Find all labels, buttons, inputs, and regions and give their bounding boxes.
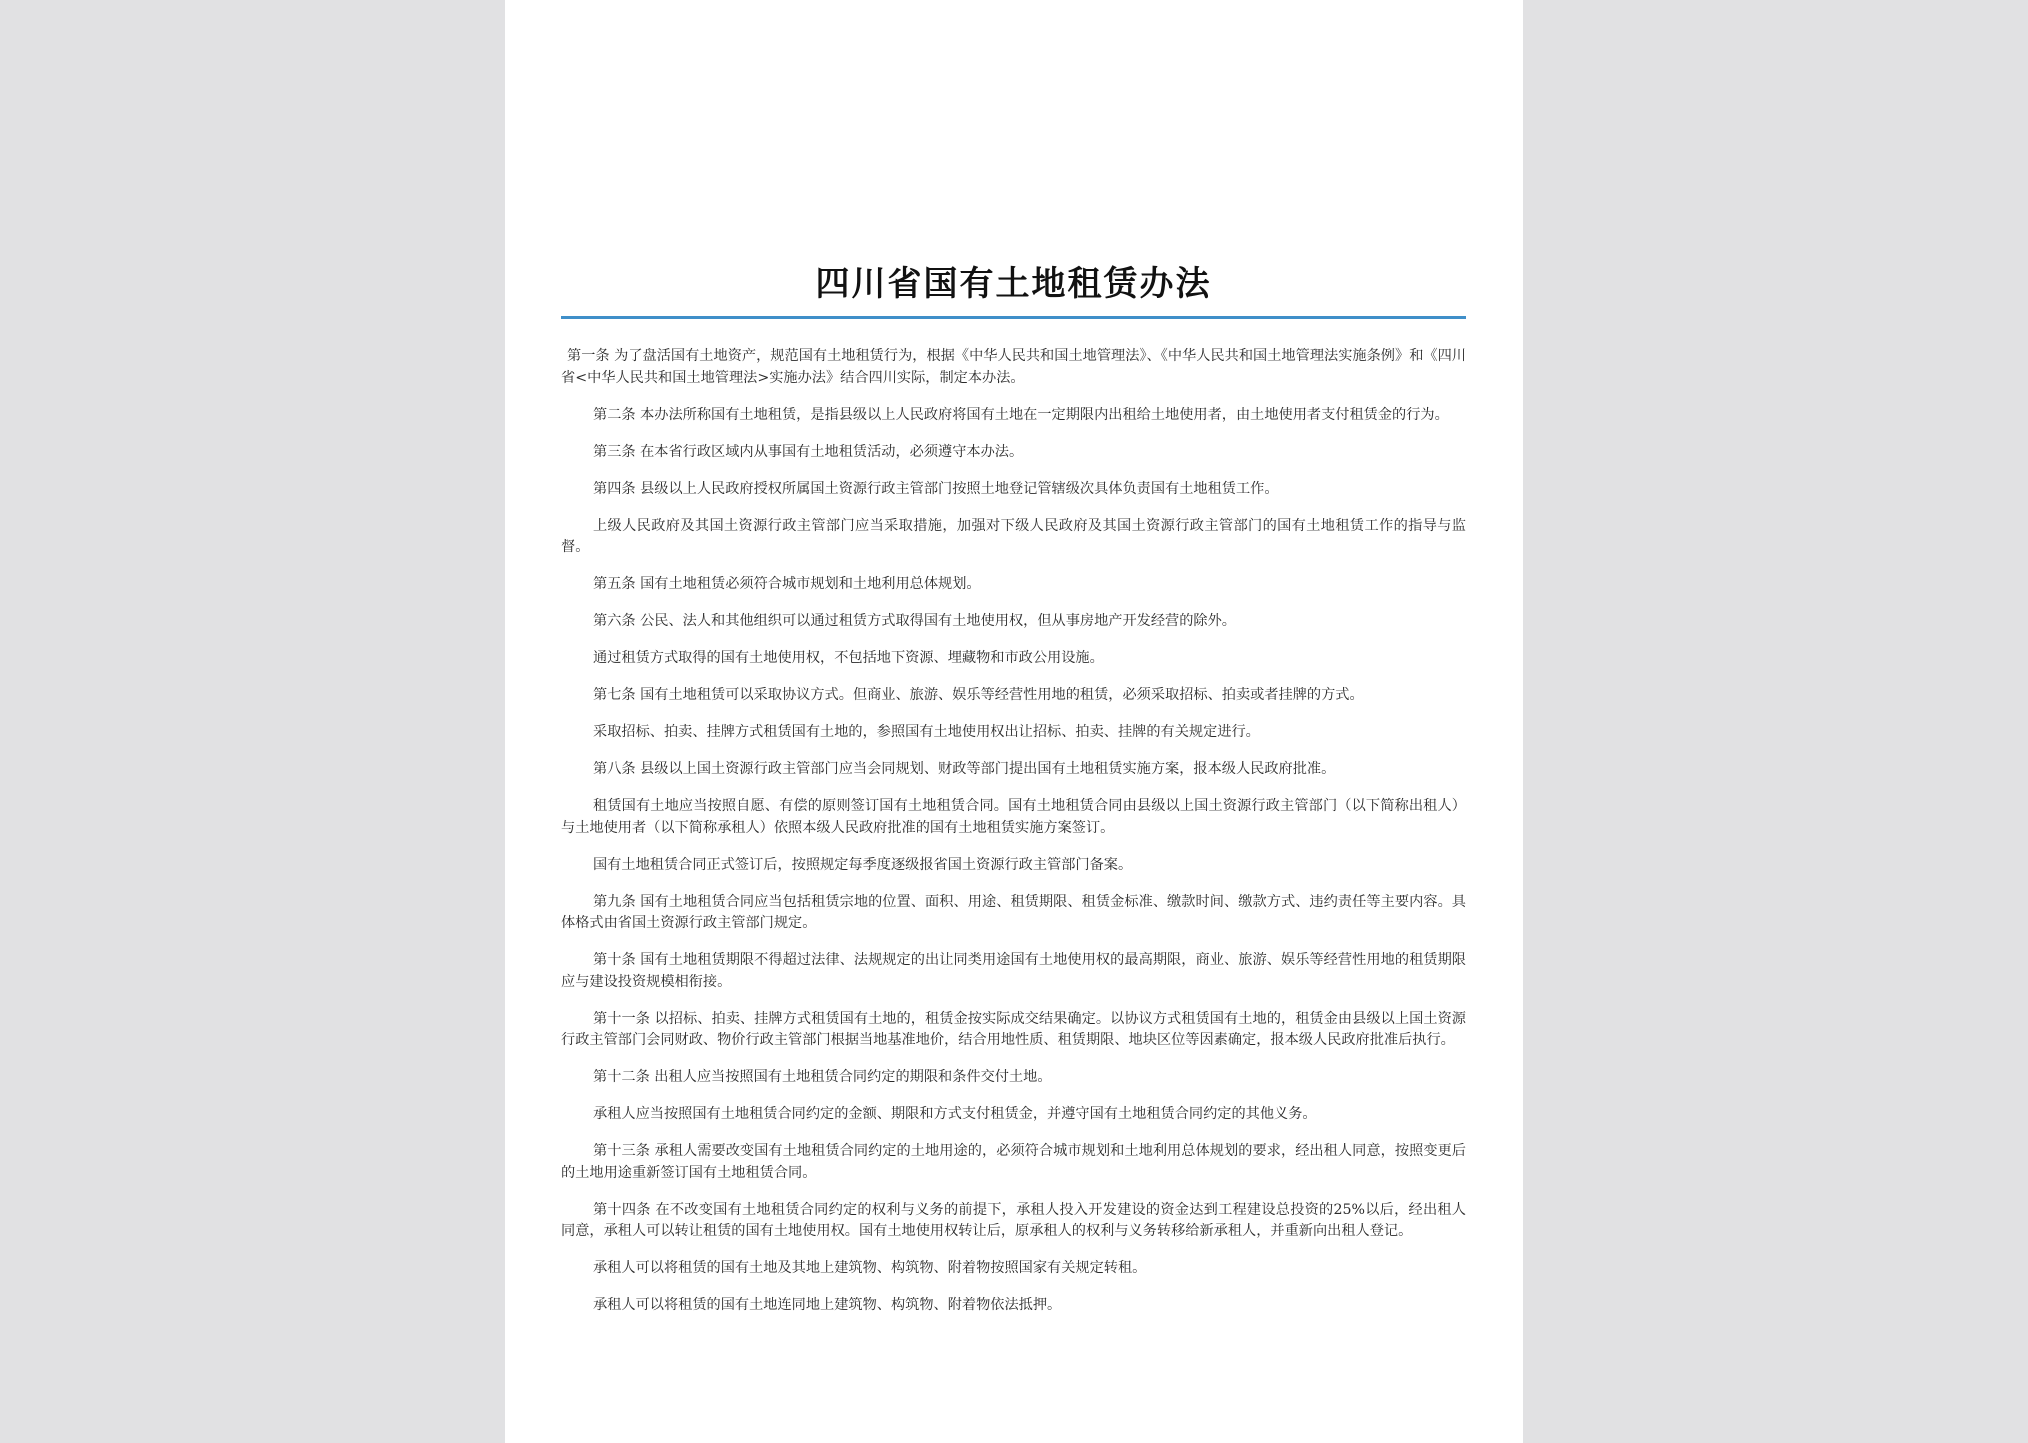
paragraph-article-10: 第十条 国有土地租赁期限不得超过法律、法规规定的出让同类用途国有土地使用权的最高期限，商业、旅游、娱乐等经营性用地的租赁期限应与建设投资规模相衔接。	[561, 952, 1466, 990]
paragraph-article-6: 第六条 公民、法人和其他组织可以通过租赁方式取得国有土地使用权，但从事房地产开发经营的除外。	[593, 613, 1236, 629]
paragraph-article-12-clause-2: 承租人应当按照国有土地租赁合同约定的金额、期限和方式支付租赁金，并遵守国有土地租赁合同约定的其他义务。	[593, 1106, 1317, 1122]
paragraph-article-14-clause-3: 承租人可以将租赁的国有土地连同地上建筑物、构筑物、附着物依法抵押。	[593, 1297, 1062, 1313]
paragraph-article-7: 第七条 国有土地租赁可以采取协议方式。但商业、旅游、娱乐等经营性用地的租赁，必须采取招标、拍卖或者挂牌的方式。	[593, 687, 1364, 703]
right-gutter	[1523, 0, 2028, 1443]
paragraph-article-8: 第八条 县级以上国土资源行政主管部门应当会同规划、财政等部门提出国有土地租赁实施方案，报本级人民政府批准。	[593, 761, 1336, 777]
paragraph-article-9: 第九条 国有土地租赁合同应当包括租赁宗地的位置、面积、用途、租赁期限、租赁金标准、缴款时间、缴款方式、违约责任等主要内容。具体格式由省国土资源行政主管部门规定。	[561, 893, 1466, 931]
paragraph-article-4-clause-2: 上级人民政府及其国土资源行政主管部门应当采取措施，加强对下级人民政府及其国土资源行政主管部门的国有土地租赁工作的指导与监督。	[561, 517, 1466, 555]
paragraph-article-14-clause-2: 承租人可以将租赁的国有土地及其地上建筑物、构筑物、附着物按照国家有关规定转租。	[593, 1260, 1147, 1276]
paragraph-article-6-clause-2: 通过租赁方式取得的国有土地使用权，不包括地下资源、埋藏物和市政公用设施。	[593, 650, 1104, 666]
paragraph-article-8-clause-3: 国有土地租赁合同正式签订后，按照规定每季度逐级报省国土资源行政主管部门备案。	[593, 856, 1133, 873]
paragraph-article-12: 第十二条 出租人应当按照国有土地租赁合同约定的期限和条件交付土地。	[593, 1069, 1052, 1085]
paragraph-article-13: 第十三条 承租人需要改变国有土地租赁合同约定的土地用途的，必须符合城市规划和土地利用总体规划的要求，经出租人同意，按照变更后的土地用途重新签订国有土地租赁合同。	[561, 1143, 1466, 1181]
title-underline	[561, 316, 1466, 319]
document-page[interactable]	[505, 0, 1523, 1443]
document-title: 四川省国有土地租赁办法	[815, 264, 1212, 304]
paragraph-article-11: 第十一条 以招标、拍卖、挂牌方式租赁国有土地的，租赁金按实际成交结果确定。以协议方式租赁国有土地的，租赁金由县级以上国土资源行政主管部门会同财政、物价行政主管部门根据当地基准地价，结合用地性质、租赁期限、地块区位等因素确定，报本级人民政府批准后执行。	[561, 1010, 1466, 1048]
paragraph-article-5: 第五条 国有土地租赁必须符合城市规划和土地利用总体规划。	[593, 576, 981, 592]
paragraph-article-2: 第二条 本办法所称国有土地租赁，是指县级以上人民政府将国有土地在一定期限内出租给土地使用者，由土地使用者支付租赁金的行为。	[593, 406, 1449, 423]
paragraph-article-4: 第四条 县级以上人民政府授权所属国土资源行政主管部门按照土地登记管辖级次具体负责国有土地租赁工作。	[593, 480, 1279, 497]
paragraph-article-1: 第一条 为了盘活国有土地资产，规范国有土地租赁行为，根据《中华人民共和国土地管理法》、《中华人民共和国土地管理法实施条例》和《四川省<中华人民共和国土地管理法>实施办法》结合四川实际，制定本办法。	[561, 348, 1466, 386]
paragraph-article-14: 第十四条 在不改变国有土地租赁合同约定的权利与义务的前提下，承租人投入开发建设的资金达到工程建设总投资的25%以后，经出租人同意，承租人可以转让租赁的国有土地使用权。国有土地使用权转让后，原承租人的权利与义务转移给新承租人，并重新向出租人登记。	[561, 1201, 1466, 1239]
paragraph-article-8-clause-2: 租赁国有土地应当按照自愿、有偿的原则签订国有土地租赁合同。国有土地租赁合同由县级以上国土资源行政主管部门（以下简称出租人）与土地使用者（以下简称承租人）依照本级人民政府批准的国有土地租赁实施方案签订。	[561, 798, 1466, 836]
paragraph-article-7-clause-2: 采取招标、拍卖、挂牌方式租赁国有土地的，参照国有土地使用权出让招标、拍卖、挂牌的有关规定进行。	[593, 724, 1260, 740]
paragraph-article-3: 第三条 在本省行政区域内从事国有土地租赁活动，必须遵守本办法。	[593, 443, 1024, 460]
left-gutter	[0, 0, 505, 1443]
document-body	[561, 346, 1466, 1332]
